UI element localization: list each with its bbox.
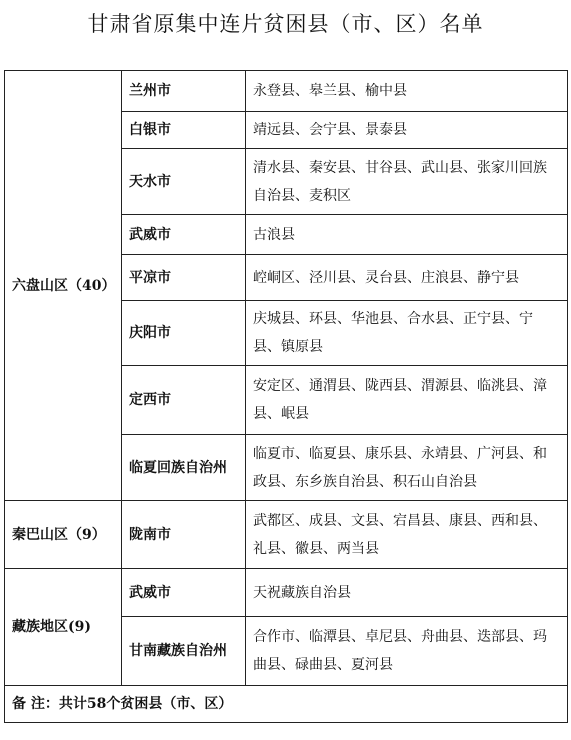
- region-cell: 秦巴山区（9）: [5, 501, 122, 569]
- city-cell: 武威市: [122, 569, 246, 617]
- county-cell: 安定区、通渭县、陇西县、渭源县、临洮县、漳县、岷县: [246, 366, 568, 435]
- county-cell: 合作市、临潭县、卓尼县、舟曲县、迭部县、玛曲县、碌曲县、夏河县: [246, 617, 568, 686]
- city-cell: 平凉市: [122, 255, 246, 301]
- table-row: [5, 501, 568, 569]
- region-cell: 六盘山区（40）: [5, 71, 122, 501]
- county-cell: 古浪县: [246, 215, 568, 255]
- city-cell: 兰州市: [122, 71, 246, 112]
- region-cell: 藏族地区(9): [5, 569, 122, 686]
- county-table: [4, 70, 568, 723]
- county-cell: 临夏市、临夏县、康乐县、永靖县、广河县、和政县、东乡族自治县、积石山自治县: [246, 435, 568, 501]
- city-cell: 甘南藏族自治州: [122, 617, 246, 686]
- page-title: 甘肃省原集中连片贫困县（市、区）名单: [87, 12, 484, 36]
- city-cell: 天水市: [122, 149, 246, 215]
- table-row: [5, 569, 568, 617]
- city-cell: 陇南市: [122, 501, 246, 569]
- county-cell: 崆峒区、泾川县、灵台县、庄浪县、静宁县: [246, 255, 568, 301]
- county-cell: 武都区、成县、文县、宕昌县、康县、西和县、礼县、徽县、两当县: [246, 501, 568, 569]
- table-note: 备 注：共计58个贫困县（市、区）: [5, 686, 568, 723]
- city-cell: 临夏回族自治州: [122, 435, 246, 501]
- city-cell: 定西市: [122, 366, 246, 435]
- table-row: [5, 71, 568, 112]
- city-cell: 庆阳市: [122, 301, 246, 366]
- city-cell: 白银市: [122, 112, 246, 149]
- county-cell: 庆城县、环县、华池县、合水县、正宁县、宁县、镇原县: [246, 301, 568, 366]
- table-row: [5, 686, 568, 723]
- city-cell: 武威市: [122, 215, 246, 255]
- county-cell: 永登县、皋兰县、榆中县: [246, 71, 568, 112]
- county-cell: 清水县、秦安县、甘谷县、武山县、张家川回族自治县、麦积区: [246, 149, 568, 215]
- county-cell: 天祝藏族自治县: [246, 569, 568, 617]
- county-cell: 靖远县、会宁县、景泰县: [246, 112, 568, 149]
